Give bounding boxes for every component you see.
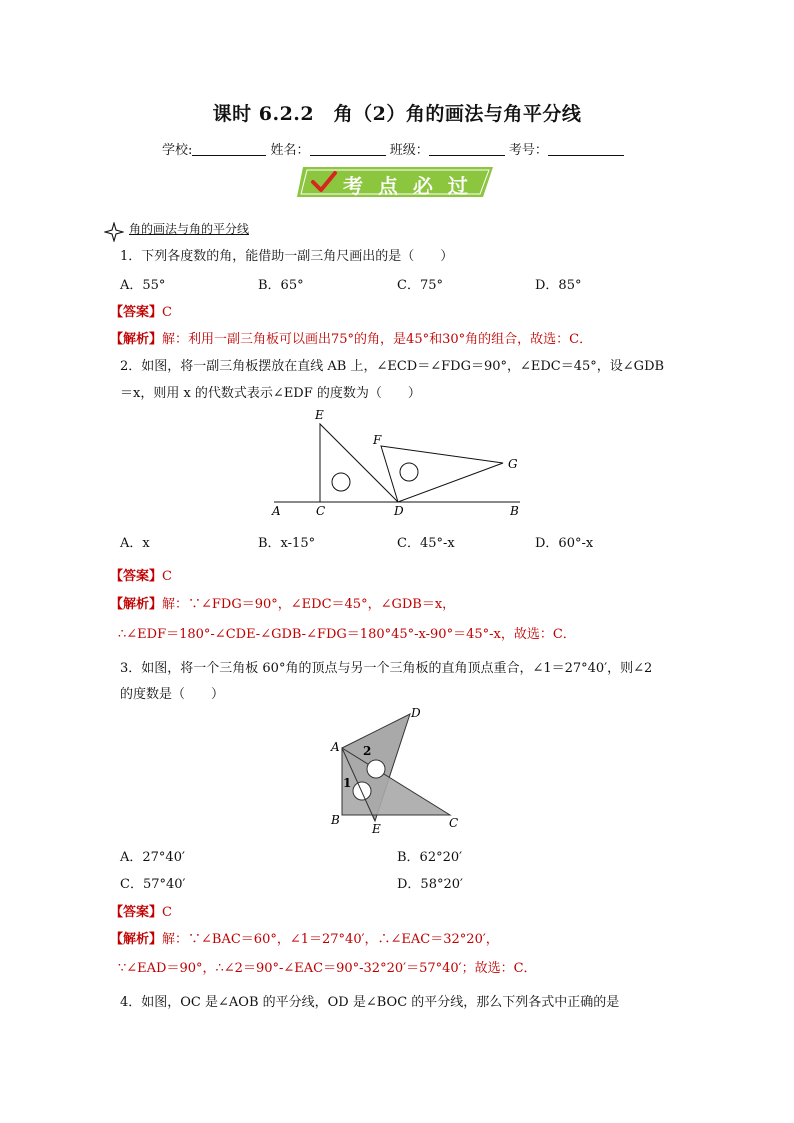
label-angle-1: 1 bbox=[343, 776, 352, 790]
name-label: 姓名： bbox=[270, 143, 310, 158]
class-label: 班级： bbox=[389, 143, 429, 158]
banner-text: 考 点 必 过 bbox=[343, 174, 472, 198]
class-blank bbox=[429, 142, 505, 156]
label-c: C bbox=[316, 504, 326, 518]
answer-value: C bbox=[162, 305, 172, 320]
q3-option-a: A．27°40′ bbox=[120, 850, 185, 865]
analysis-text: 解：利用一副三角板可以画出75°的角，是45°和30°角的组合，故选：C． bbox=[162, 332, 593, 347]
q2-stem-line2: ＝x，则用 x 的代数式表示∠EDF 的度数为（ ） bbox=[120, 386, 421, 401]
number-blank bbox=[548, 142, 624, 156]
q3-answer bbox=[110, 901, 172, 920]
q2-answer bbox=[110, 565, 172, 584]
q2-option-d: D．60°-x bbox=[535, 536, 594, 551]
label-a: A bbox=[272, 504, 281, 518]
label-e: E bbox=[372, 822, 381, 833]
q3-analysis-line2: ∵∠EAD＝90°，∴∠2＝90°-∠EAC＝90°-32°20′＝57°40′；故选：C． bbox=[118, 961, 537, 976]
label-a: A bbox=[331, 740, 340, 754]
label-f: F bbox=[373, 433, 382, 447]
q3-stem-line2: 的度数是（ ） bbox=[120, 687, 225, 702]
number-label: 考号： bbox=[508, 143, 548, 158]
label-d: D bbox=[394, 504, 404, 518]
analysis-text: 解：∵∠FDG＝90°，∠EDC＝45°，∠GDB＝x， bbox=[162, 597, 456, 612]
kaodian-banner bbox=[297, 165, 493, 199]
label-e: E bbox=[315, 408, 324, 422]
analysis-label: 【解析】 bbox=[110, 332, 163, 347]
q2-analysis bbox=[110, 593, 455, 612]
q1-option-a: A．55° bbox=[120, 278, 166, 293]
q2-stem-line1: 2．如图，将一副三角板摆放在直线 AB 上，∠ECD＝∠FDG＝90°，∠EDC＝45°，设∠GDB bbox=[120, 359, 665, 374]
answer-label: 【答案】 bbox=[110, 569, 163, 584]
student-info-line bbox=[162, 139, 624, 158]
answer-label: 【答案】 bbox=[110, 305, 163, 320]
label-b: B bbox=[510, 504, 519, 518]
label-c: C bbox=[449, 816, 459, 830]
name-blank bbox=[310, 142, 386, 156]
label-d: D bbox=[411, 706, 421, 720]
q1-option-b: B．65° bbox=[258, 278, 304, 293]
q1-analysis bbox=[110, 328, 592, 347]
q2-option-b: B．x-15° bbox=[258, 536, 316, 551]
q3-option-b: B．62°20′ bbox=[397, 850, 463, 865]
q1-option-c: C．75° bbox=[397, 278, 443, 293]
answer-value: C bbox=[162, 569, 172, 584]
answer-value: C bbox=[162, 905, 172, 920]
school-label: 学校: bbox=[162, 143, 193, 158]
sparkle-icon bbox=[104, 222, 124, 242]
label-b: B bbox=[331, 813, 340, 827]
q3-option-c: C．57°40′ bbox=[120, 877, 186, 892]
q2-option-a: A．x bbox=[120, 536, 150, 551]
q3-option-d: D．58°20′ bbox=[397, 877, 463, 892]
q3-stem-line1: 3．如图，将一个三角板 60°角的顶点与另一个三角板的直角顶点重合，∠1＝27°40′，则∠2 bbox=[120, 661, 653, 676]
analysis-text: 解：∵∠BAC＝60°，∠1＝27°40′，∴∠EAC＝32°20′， bbox=[162, 932, 499, 947]
q2-figure bbox=[262, 405, 532, 525]
answer-label: 【答案】 bbox=[110, 905, 163, 920]
q3-figure bbox=[325, 703, 465, 833]
page-title: 课时 6.2.2 角（2）角的画法与角平分线 bbox=[212, 103, 582, 125]
label-g: G bbox=[508, 457, 518, 471]
analysis-label: 【解析】 bbox=[110, 597, 163, 612]
school-blank bbox=[192, 142, 266, 156]
q1-option-d: D．85° bbox=[535, 278, 582, 293]
q2-analysis-line2: ∴∠EDF＝180°-∠CDE-∠GDB-∠FDG＝180°45°-x-90°＝45°-x，故选：C． bbox=[118, 627, 576, 642]
q4-stem: 4．如图，OC 是∠AOB 的平分线，OD 是∠BOC 的平分线，那么下列各式中正确的是 bbox=[120, 995, 620, 1010]
q1-answer bbox=[110, 301, 172, 320]
q3-analysis bbox=[110, 928, 499, 947]
q1-stem: 1．下列各度数的角，能借助一副三角尺画出的是（ ） bbox=[120, 249, 454, 264]
section-title: 角的画法与角的平分线 bbox=[129, 222, 250, 236]
q2-option-c: C．45°-x bbox=[397, 536, 455, 551]
analysis-label: 【解析】 bbox=[110, 932, 163, 947]
label-angle-2: 2 bbox=[363, 744, 372, 758]
